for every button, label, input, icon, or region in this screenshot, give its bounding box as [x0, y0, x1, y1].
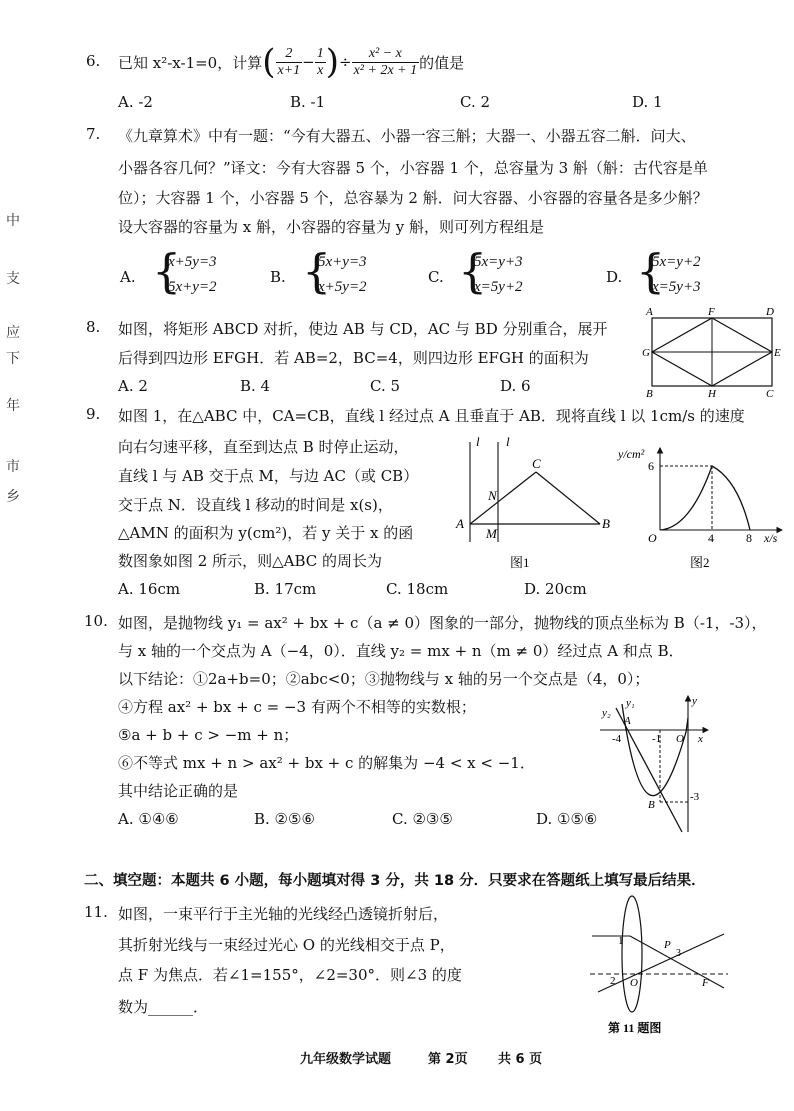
margin-char: 应 — [6, 325, 20, 341]
tick-label-8: 8 — [746, 531, 752, 545]
question-text: 已知 x²-x-1=0，计算 — [118, 53, 263, 72]
question-text: 位）；大容器 1 个，小容器 5 个，总容暴为 2 斛．问大容器、小容器的容量各是多少斛？ — [118, 189, 708, 207]
minus-sign: − — [302, 53, 315, 71]
option-d: D. { 5x=y+2 x=5y+3 — [606, 254, 746, 302]
figure-caption: 第 11 题图 — [608, 1021, 662, 1035]
angle-1-label: 1 — [618, 935, 624, 947]
point-p-label: P — [664, 939, 671, 951]
option-d: D. 1 — [632, 93, 663, 111]
option-c: C. { 5x=y+3 x=5y+2 — [428, 254, 568, 302]
point-d-label: D — [766, 306, 774, 318]
angle-2-label: 2 — [610, 975, 616, 987]
question-text: ⑥不等式 mx + n > ax² + bx + c 的解集为 −4 < x < −1． — [118, 754, 535, 772]
y-axis-label: y — [692, 695, 697, 707]
point-b-label: B — [646, 388, 653, 400]
question-number: 6. — [86, 52, 101, 70]
question-text: 《九章算术》中有一题：“今有大器五、小器一容三斛；大器一、小器五容二斛．问大、 — [118, 127, 696, 145]
x-axis-label: x/s — [764, 531, 778, 545]
question-text: 设大容器的容量为 x 斛，小容器的容量为 y 斛，则可列方程组是 — [118, 218, 545, 236]
option-c: C. ②③⑤ — [392, 810, 453, 828]
point-f-label: F — [702, 977, 709, 989]
question-number: 7. — [86, 125, 101, 143]
point-a-label: A — [624, 715, 631, 727]
question-text: 后得到四边形 EFGH．若 AB=2，BC=4，则四边形 EFGH 的面积为 — [118, 349, 589, 367]
figure-caption: 图2 — [690, 555, 710, 570]
question-text: 如图，将矩形 ABCD 对折，使边 AB 与 CD，AC 与 BD 分别重合，展开 — [118, 320, 608, 338]
margin-char: 中 — [6, 213, 20, 229]
equation-system: { 5x+y=3 x+5y=2 — [302, 244, 367, 298]
origin-label: O — [648, 531, 657, 545]
refracted-ray — [630, 936, 724, 988]
option-a: A. 16cm — [118, 580, 181, 598]
question-text: 小器各容几何？”译文：今有大容器 5 个，小容器 1 个，总容量为 3 斛（斛：古代容是单 — [118, 159, 708, 177]
x-axis-label: x — [698, 733, 703, 745]
figure-caption: 图1 — [510, 555, 530, 570]
footer-page: 第 2页 — [428, 1052, 468, 1067]
function-curve — [660, 466, 750, 530]
question-text: 以下结论：①2a+b=0；②abc<0；③抛物线与 x 轴的另一个交点是（4，0）； — [118, 670, 650, 688]
question-number: 11. — [84, 903, 108, 921]
angle-3-label: 3 — [676, 948, 681, 959]
parabola-figure — [596, 692, 712, 838]
point-c-label: C — [532, 456, 541, 471]
question-text: 点 F 为焦点．若∠1=155°，∠2=30°．则∠3 的度 — [118, 966, 462, 984]
option-d: D. 20cm — [524, 580, 587, 598]
rectangle-figure — [640, 304, 786, 400]
point-m-label: M — [486, 526, 497, 541]
right-paren: ) — [325, 42, 340, 82]
lens-figure — [588, 892, 738, 1042]
question-text: 数图象如图 2 所示，则△ABC 的周长为 — [118, 552, 382, 570]
footer-total: 共 6 页 — [498, 1052, 543, 1067]
question-text: ④方程 ax² + bx + c = −3 有两个不相等的实数根； — [118, 698, 476, 716]
equation-system: { 5x=y+2 x=5y+3 — [636, 244, 701, 298]
line-l-label: l — [476, 434, 480, 449]
figure-1-triangle — [450, 432, 620, 572]
segment-ac — [470, 472, 536, 524]
question-text: 与 x 轴的一个交点为 A（−4，0）．直线 y₂ = mx + n（m ≠ 0）经过点 A 和点 B． — [118, 642, 684, 660]
divide-sign: ÷ — [339, 53, 352, 71]
question-number: 10. — [84, 612, 108, 630]
tick-label-4: 4 — [708, 531, 714, 545]
line-l-label: l — [506, 434, 510, 449]
question-text: 交于点 N．设直线 l 移动的时间是 x(s)， — [118, 496, 393, 514]
point-f-label: F — [708, 306, 715, 318]
option-b: B. 17cm — [254, 580, 317, 598]
point-b-label: B — [648, 799, 655, 811]
option-d: D. ①⑤⑥ — [536, 810, 598, 828]
option-c: C. 5 — [370, 377, 401, 395]
question-number: 8. — [86, 318, 101, 336]
point-b-label: B — [602, 516, 610, 531]
point-e-label: E — [774, 347, 781, 359]
tick-label-6: 6 — [648, 459, 654, 473]
tick-label-minus1: -1 — [652, 733, 662, 745]
fraction: $\frac{1}{x}$ — [316, 45, 324, 78]
left-paren: ( — [262, 42, 276, 82]
tick-label-minus4: -4 — [612, 733, 622, 745]
point-o-label: O — [630, 977, 638, 989]
margin-char: 市 — [6, 459, 20, 475]
option-a: A. -2 — [118, 93, 153, 111]
convex-lens — [622, 896, 642, 1012]
margin-char: 年 — [6, 398, 20, 414]
option-b: B. { 5x+y=3 x+5y=2 — [270, 254, 410, 302]
margin-char: 支 — [6, 271, 20, 287]
option-b: B. 4 — [240, 377, 271, 395]
y2-label: y₂ — [602, 707, 611, 719]
question-number: 9. — [86, 405, 101, 423]
question-text: 向右匀速平移，直至到达点 B 时停止运动， — [118, 438, 409, 456]
option-a: A. ①④⑥ — [118, 810, 179, 828]
footer-title: 九年级数学试题 — [300, 1052, 392, 1067]
option-d: D. 6 — [500, 377, 531, 395]
point-n-label: N — [488, 488, 497, 503]
fraction: $\frac{\text{x² − x}}{\text{x² + 2x + 1}}$ — [353, 45, 418, 78]
point-h-label: H — [708, 388, 716, 400]
question-text: 如图 1，在△ABC 中，CA=CB，直线 l 经过点 A 且垂直于 AB．现将直线 l 以 1cm/s 的速度 — [118, 407, 745, 425]
option-c: C. 2 — [460, 93, 491, 111]
question-text: 其折射光线与一束经过光心 O 的光线相交于点 P， — [118, 936, 455, 954]
option-b: B. ②⑤⑥ — [254, 810, 315, 828]
segment-cb — [536, 472, 600, 524]
equation-system: { 5x=y+3 x=5y+2 — [458, 244, 523, 298]
y1-label: y₁ — [626, 697, 635, 709]
question-text: 的值是 — [419, 53, 465, 72]
option-a: A. 2 — [118, 377, 148, 395]
question-text: 数为______． — [118, 998, 209, 1016]
equation-system: { x+5y=3 5x+y=2 — [152, 244, 217, 298]
option-a: A. { x+5y=3 5x+y=2 — [120, 254, 260, 302]
margin-char: 下 — [6, 351, 20, 367]
fraction: $\frac{2}{x+1}$ — [277, 45, 301, 78]
option-b: B. -1 — [290, 93, 326, 111]
question-text: 如图，一束平行于主光轴的光线经凸透镜折射后， — [118, 905, 449, 923]
margin-char: 乡 — [6, 489, 20, 505]
option-c: C. 18cm — [386, 580, 449, 598]
question-text: △AMN 的面积为 y(cm²)，若 y 关于 x 的函 — [118, 524, 414, 542]
y-axis-label: y/cm² — [618, 447, 645, 461]
point-a-label: A — [456, 516, 464, 531]
point-c-label: C — [766, 388, 774, 400]
tick-label-minus3: -3 — [690, 791, 700, 803]
question-text: 直线 l 与 AB 交于点 M，与边 AC（或 CB） — [118, 467, 419, 485]
section-heading: 二、填空题：本题共 6 小题，每小题填对得 3 分，共 18 分．只要求在答题纸上填写最后结果． — [84, 873, 706, 889]
point-g-label: G — [642, 347, 650, 359]
question-text: 如图，是抛物线 y₁ = ax² + bx + c（a ≠ 0）图象的一部分，抛物线的顶点坐标为 B（-1，-3）， — [118, 614, 767, 632]
origin-label: O — [676, 733, 684, 745]
question-6-stem — [118, 40, 464, 84]
question-text: ⑤a + b + c > −m + n； — [118, 726, 299, 744]
figure-2-graph — [614, 440, 790, 572]
question-text: 其中结论正确的是 — [118, 782, 239, 800]
point-a-label: A — [646, 306, 653, 318]
